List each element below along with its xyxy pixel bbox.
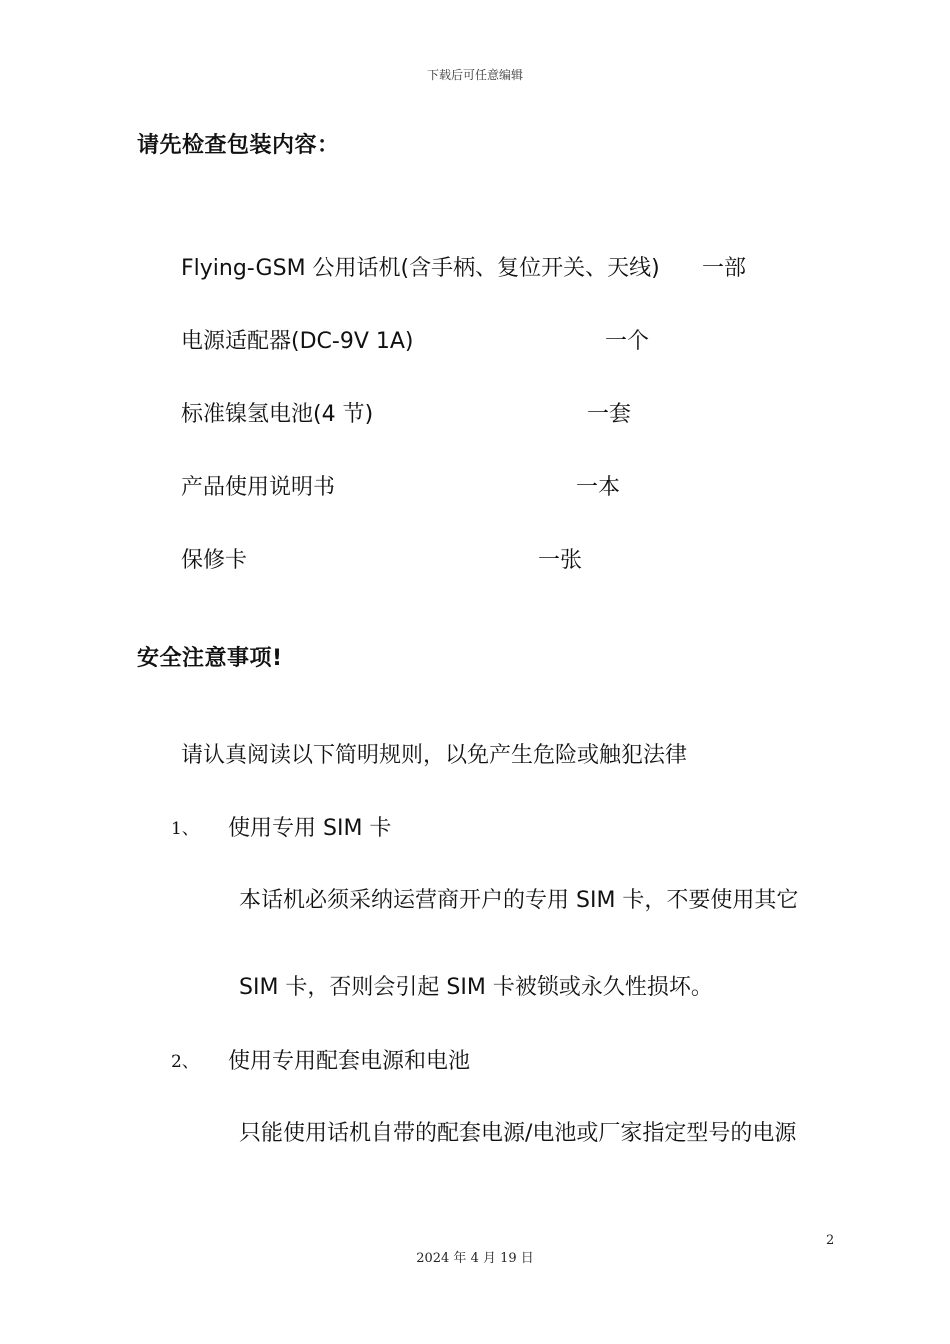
rule-number: 1、 xyxy=(171,819,199,839)
package-item-name: 电源适配器(DC-9V 1A) xyxy=(181,329,414,354)
package-item-name: Flying-GSM 公用话机(含手柄、复位开关、天线) xyxy=(181,256,660,281)
rule-text-line: 只能使用话机自带的配套电源/电池或厂家指定型号的电源 xyxy=(239,1121,797,1146)
package-item-qty: 一套 xyxy=(587,402,632,427)
package-item-qty: 一本 xyxy=(576,475,621,500)
safety-section-title: 安全注意事项! xyxy=(137,646,283,671)
rule-title: 使用专用配套电源和电池 xyxy=(228,1049,471,1074)
rule-title: 使用专用 SIM 卡 xyxy=(228,816,392,841)
footer-date: 2024 年 4 月 19 日 xyxy=(416,1251,534,1266)
rule-text-line: 本话机必须采纳运营商开户的专用 SIM 卡，不要使用其它 xyxy=(239,888,799,913)
package-item-qty: 一部 xyxy=(702,256,747,281)
rule-number: 2、 xyxy=(171,1052,199,1072)
rule-text-line: SIM 卡，否则会引起 SIM 卡被锁或永久性损坏。 xyxy=(239,975,713,1000)
package-item-name: 保修卡 xyxy=(181,548,248,573)
page-number: 2 xyxy=(826,1233,835,1248)
package-section-title: 请先检查包装内容： xyxy=(137,133,340,158)
package-item-name: 标准镍氢电池(4 节) xyxy=(181,402,374,427)
package-item-qty: 一个 xyxy=(605,329,650,354)
header-note: 下载后可任意编辑 xyxy=(426,68,523,82)
package-item-name: 产品使用说明书 xyxy=(181,475,336,500)
package-item-qty: 一张 xyxy=(538,548,583,573)
safety-intro: 请认真阅读以下简明规则，以免产生危险或触犯法律 xyxy=(181,743,688,768)
